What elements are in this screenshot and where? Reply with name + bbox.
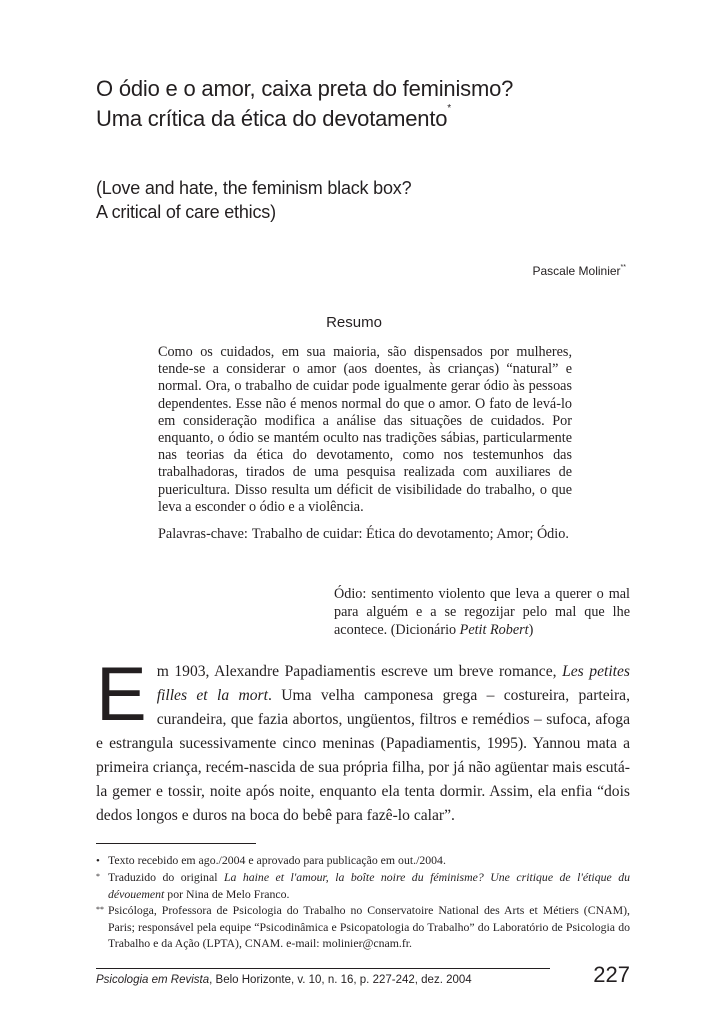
footnote-translation-text-a: Traduzido do original xyxy=(108,870,224,885)
footnote-translation-text-b: por Nina de Melo Franco. xyxy=(164,886,290,901)
footnote-received xyxy=(96,852,630,869)
title-line-2: Uma crítica da ética do devotamento xyxy=(96,106,448,131)
english-subtitle xyxy=(96,176,656,224)
footer-divider xyxy=(96,968,550,969)
subtitle-line-2: A critical of care ethics) xyxy=(96,202,276,222)
footnote-author xyxy=(96,902,630,951)
journal-name: Psicologia em Revista xyxy=(96,974,210,986)
author-name: Pascale Molinier xyxy=(532,264,621,278)
footnote-double-asterisk: ** xyxy=(96,905,104,915)
article-title xyxy=(96,74,656,134)
citation-details: , Belo Horizonte, v. 10, n. 16, p. 227-242, dez. 2004 xyxy=(209,974,472,986)
epigraph-close: ) xyxy=(528,622,534,638)
title-footnote-marker: * xyxy=(447,103,451,114)
epigraph-text: Ódio: sentimento violento que leva a querer o mal para alguém e a se regozijar pelo mal que lhe acontece. (Dicionário xyxy=(334,586,630,638)
footnote-author-text: Psicóloga, Professora de Psicologia do Trabalho no Conservatoire National des Arts et Métiers (CNAM), Paris; responsável pela equipe “Psicodinâmica e Psicopatologia do Trabalho” do Laboratório de Psicologia do Trabalho e da Ação (LPTA), CNAM. e-mail: molinier@cnam.fr. xyxy=(108,903,630,951)
footnote-asterisk: * xyxy=(96,872,100,882)
author-byline xyxy=(533,264,627,278)
author-footnote-marker: ** xyxy=(620,264,626,271)
keywords xyxy=(158,526,572,543)
footnote-translation xyxy=(96,869,630,902)
body-text-start: m 1903, Alexandre Papadiamentis escreve um breve romance, xyxy=(156,663,563,680)
footnotes xyxy=(96,852,630,951)
body-book-title: Les petites filles et la mort xyxy=(156,663,630,704)
drop-cap: E xyxy=(96,652,147,737)
body-paragraph xyxy=(96,652,630,828)
keywords-label: Palavras-chave: xyxy=(158,526,248,542)
abstract-text: Como os cuidados, em sua maioria, são dispensados por mulheres, tende-se a considerar o amor (aos doentes, às crianças) “natural” e normal. Ora, o trabalho de cuidar pode igualmente gerar ódio às pessoas dependentes. Esse não é menos normal do que o amor. O fato de levá-lo em consideração modifica a análise das situações de cuidados. Por enquanto, o ódio se mantém oculto nas tradições sábias, particularmente nas teorias da ética do devotamento, como nos testemunhos das trabalhadoras, tirados de uma pesquisa realizada com auxiliares de puericultura. Disso resulta um déficit de visibilidade do trabalho, o que leva a esconder o ódio e a violência. xyxy=(158,344,572,515)
keywords-list: Trabalho de cuidar: Ética do devotamento; Amor; Ódio. xyxy=(251,526,569,542)
body-text-rest: . Uma velha camponesa grega – costureira, parteira, curandeira, que fazia abortos, ungüentos, filtros e remédios – sufoca, afoga e estrangula sucessivamente cinco meninas (Papadiamentis, 1995). Yannou mata a primeira criança, recém-nascida de sua própria filha, por já não agüentar mais escutá-la gemer e tossir, noite após noite, enquanto ela tenta dormir. Assim, ela enfia “dois dedos longos e duros na boca do bebê para fazê-lo calar”. xyxy=(96,687,630,824)
footnote-received-text: Texto recebido em ago./2004 e aprovado para publicação em out./2004. xyxy=(108,853,446,867)
abstract-heading: Resumo xyxy=(326,314,382,331)
subtitle-line-1: (Love and hate, the feminism black box? xyxy=(96,178,412,198)
footnote-bullet: • xyxy=(96,855,100,867)
footnote-divider xyxy=(96,843,256,844)
title-line-1: O ódio e o amor, caixa preta do feminismo? xyxy=(96,76,514,101)
footnote-original-title: La haine et l'amour, la boîte noire du féminisme? Une critique de l'étique du dévouement xyxy=(108,870,630,901)
epigraph xyxy=(334,585,630,639)
epigraph-source: Petit Robert xyxy=(459,622,529,638)
journal-citation xyxy=(96,974,472,986)
page-number: 227 xyxy=(593,962,630,987)
